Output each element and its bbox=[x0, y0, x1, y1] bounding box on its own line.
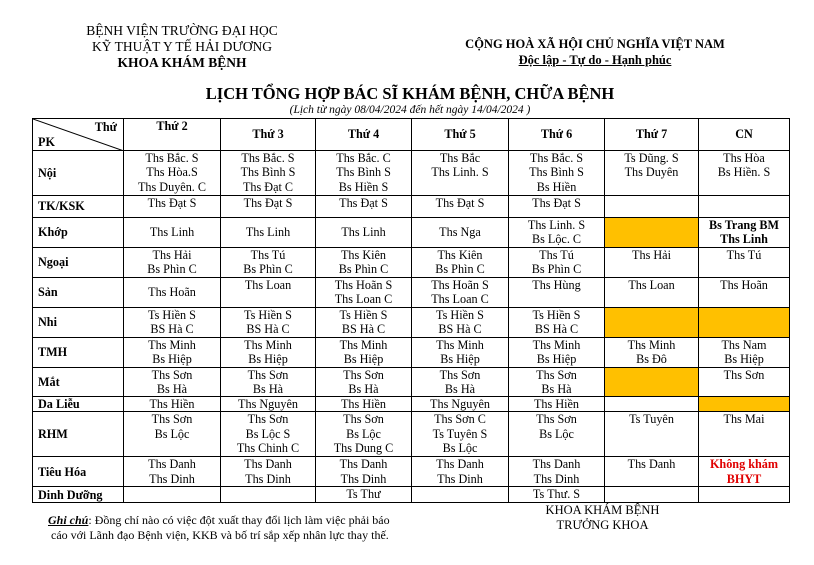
schedule-cell: Ths Linh bbox=[221, 218, 316, 248]
schedule-cell: Ths Sơn Bs Lộc S Ths Chinh C bbox=[221, 412, 316, 457]
schedule-cell: Ths Hiền bbox=[316, 397, 412, 412]
corner-cell bbox=[33, 119, 124, 151]
schedule-cell: Ths Linh. S Bs Lộc. C bbox=[509, 218, 605, 248]
schedule-cell bbox=[605, 307, 699, 337]
clinic-name: Nhi bbox=[33, 307, 124, 337]
clinic-name: Mắt bbox=[33, 367, 124, 397]
schedule-cell bbox=[605, 487, 699, 503]
signature-title: TRƯỞNG KHOA bbox=[556, 518, 649, 532]
schedule-cell: Ths Đạt S bbox=[221, 196, 316, 218]
schedule-cell: Ths Tú Bs Phìn C bbox=[509, 248, 605, 278]
schedule-cell: Ths Hoãn S Ths Loan C bbox=[316, 278, 412, 308]
schedule-cell: Ths Hòa Bs Hiền. S bbox=[699, 151, 790, 196]
schedule-cell: Ths Sơn Bs Hà bbox=[316, 367, 412, 397]
national-motto bbox=[450, 52, 740, 68]
hospital-name-line1: BỆNH VIỆN TRƯỜNG ĐẠI HỌC bbox=[86, 23, 278, 38]
schedule-cell: Ths Sơn Bs Lộc Ths Dung C bbox=[316, 412, 412, 457]
schedule-cell: Ths Danh Ths Dinh bbox=[124, 457, 221, 487]
schedule-cell: Ths Hoãn S Ths Loan C bbox=[412, 278, 509, 308]
schedule-cell: Ths Hải Bs Phìn C bbox=[124, 248, 221, 278]
schedule-cell: Ths Đạt S bbox=[412, 196, 509, 218]
schedule-cell: Ths Tú bbox=[699, 248, 790, 278]
schedule-cell: Ths Sơn Bs Hà bbox=[509, 367, 605, 397]
schedule-cell: Ths Sơn Bs Hà bbox=[412, 367, 509, 397]
note-line1: : Đồng chí nào có việc đột xuất thay đổi lịch làm việc phải báo bbox=[88, 513, 390, 527]
clinic-name: Nội bbox=[33, 151, 124, 196]
schedule-cell: Không khám BHYT bbox=[699, 457, 790, 487]
hospital-header bbox=[62, 23, 302, 71]
schedule-cell bbox=[605, 367, 699, 397]
republic-name: CỘNG HOÀ XÃ HỘI CHỦ NGHĨA VIỆT NAM bbox=[465, 37, 725, 51]
day-header: Thứ 7 bbox=[605, 119, 699, 151]
schedule-cell: Ths Tú Bs Phìn C bbox=[221, 248, 316, 278]
schedule-cell bbox=[699, 307, 790, 337]
schedule-row bbox=[33, 397, 790, 412]
clinic-name: Tiêu Hóa bbox=[33, 457, 124, 487]
footnote bbox=[48, 513, 390, 543]
schedule-cell: Ths Hoãn bbox=[699, 278, 790, 308]
schedule-cell: Ths Đạt S bbox=[316, 196, 412, 218]
schedule-cell: Ths Bắc. S Ths Bình S Bs Hiền bbox=[509, 151, 605, 196]
schedule-cell: Ths Minh Bs Hiệp bbox=[124, 337, 221, 367]
department-name: KHOA KHÁM BỆNH bbox=[117, 55, 247, 70]
schedule-cell bbox=[221, 487, 316, 503]
note-label: Ghi chú bbox=[48, 513, 89, 527]
schedule-cell: Ths Danh Ths Dinh bbox=[509, 457, 605, 487]
clinic-name: Ngoại bbox=[33, 248, 124, 278]
schedule-cell bbox=[412, 487, 509, 503]
schedule-row bbox=[33, 218, 790, 248]
schedule-cell: Ts Hiền S BS Hà C bbox=[221, 307, 316, 337]
schedule-cell: Ts Hiền S BS Hà C bbox=[412, 307, 509, 337]
schedule-row bbox=[33, 487, 790, 503]
schedule-cell bbox=[124, 487, 221, 503]
schedule-cell: Ths Linh bbox=[124, 218, 221, 248]
day-header: Thứ 2 bbox=[124, 119, 221, 151]
schedule-cell: Ths Hiền bbox=[124, 397, 221, 412]
schedule-cell: Ths Sơn Bs Hà bbox=[124, 367, 221, 397]
schedule-cell: Ths Đạt S bbox=[509, 196, 605, 218]
schedule-cell: Ths Sơn Bs Hà bbox=[221, 367, 316, 397]
schedule-cell bbox=[699, 487, 790, 503]
schedule-cell: Ths Sơn C Ts Tuyên S Bs Lộc bbox=[412, 412, 509, 457]
schedule-cell: Ts Tuyên bbox=[605, 412, 699, 457]
schedule-cell bbox=[605, 196, 699, 218]
clinic-name: RHM bbox=[33, 412, 124, 457]
clinic-name: Dinh Dưỡng bbox=[33, 487, 124, 503]
schedule-cell: Ths Sơn Bs Lộc bbox=[509, 412, 605, 457]
clinic-name: Sản bbox=[33, 278, 124, 308]
schedule-cell: Ths Hùng bbox=[509, 278, 605, 308]
signature-dept: KHOA KHÁM BỆNH bbox=[545, 503, 660, 517]
schedule-cell bbox=[605, 397, 699, 412]
schedule-row bbox=[33, 367, 790, 397]
schedule-cell: Ths Nguyên bbox=[221, 397, 316, 412]
corner-clinic-label: PK bbox=[38, 134, 55, 149]
schedule-cell: Ths Minh Bs Hiệp bbox=[412, 337, 509, 367]
motto-part2: Tự do - Hạnh phúc bbox=[569, 53, 672, 67]
schedule-cell: Ths Minh Bs Hiệp bbox=[316, 337, 412, 367]
schedule-cell: Bs Trang BM Ths Linh bbox=[699, 218, 790, 248]
day-header: Thứ 3 bbox=[221, 119, 316, 151]
schedule-cell: Ths Kiên Bs Phìn C bbox=[316, 248, 412, 278]
schedule-cell: Ths Nam Bs Hiệp bbox=[699, 337, 790, 367]
schedule-cell bbox=[699, 196, 790, 218]
schedule-cell: Ths Sơn Bs Lộc bbox=[124, 412, 221, 457]
motto-part1: Độc lập - bbox=[518, 53, 570, 67]
clinic-name: Da Liễu bbox=[33, 397, 124, 412]
schedule-cell: Ths Loan bbox=[605, 278, 699, 308]
schedule-cell: Ths Mai bbox=[699, 412, 790, 457]
schedule-cell bbox=[699, 397, 790, 412]
schedule-cell: Ths Hoãn bbox=[124, 278, 221, 308]
schedule-cell: Ths Hải bbox=[605, 248, 699, 278]
schedule-cell: Ts Thư. S bbox=[509, 487, 605, 503]
schedule-row bbox=[33, 412, 790, 457]
day-header: Thứ 6 bbox=[509, 119, 605, 151]
schedule-cell: Ths Danh Ths Dinh bbox=[316, 457, 412, 487]
schedule-cell: Ths Danh Ths Dinh bbox=[221, 457, 316, 487]
day-header: Thứ 5 bbox=[412, 119, 509, 151]
schedule-cell: Ths Danh Ths Dinh bbox=[412, 457, 509, 487]
schedule-cell: Ths Bắc Ths Linh. S bbox=[412, 151, 509, 196]
header-row bbox=[33, 119, 790, 151]
document-title: LỊCH TỔNG HỢP BÁC SĨ KHÁM BỆNH, CHỮA BỆNH bbox=[205, 84, 615, 103]
schedule-cell: Ths Minh Bs Hiệp bbox=[221, 337, 316, 367]
schedule-cell: Ths Bắc. C Ths Bình S Bs Hiền S bbox=[316, 151, 412, 196]
clinic-name: TMH bbox=[33, 337, 124, 367]
schedule-cell: Ths Nguyên bbox=[412, 397, 509, 412]
schedule-row bbox=[33, 278, 790, 308]
schedule-cell: Ths Minh Bs Hiệp bbox=[509, 337, 605, 367]
schedule-cell: Ths Nga bbox=[412, 218, 509, 248]
schedule-cell: Ths Bắc. S Ths Bình S Ths Đạt C bbox=[221, 151, 316, 196]
schedule-cell: Ts Dũng. S Ths Duyên bbox=[605, 151, 699, 196]
signature-block bbox=[505, 503, 700, 533]
schedule-cell: Ths Danh bbox=[605, 457, 699, 487]
note-line2: cáo với Lãnh đạo Bệnh viện, KKB và bố trí sắp xếp nhân lực thay thế. bbox=[51, 528, 389, 542]
schedule-row bbox=[33, 248, 790, 278]
schedule-cell: Ths Minh Bs Đô bbox=[605, 337, 699, 367]
schedule-cell: Ts Thư bbox=[316, 487, 412, 503]
schedule-row bbox=[33, 196, 790, 218]
day-header: CN bbox=[699, 119, 790, 151]
schedule-row bbox=[33, 307, 790, 337]
clinic-name: Khớp bbox=[33, 218, 124, 248]
schedule-cell: Ths Đạt S bbox=[124, 196, 221, 218]
schedule-cell: Ths Hiền bbox=[509, 397, 605, 412]
schedule-row bbox=[33, 457, 790, 487]
schedule-cell: Ths Bắc. S Ths Hòa.S Ths Duyên. C bbox=[124, 151, 221, 196]
schedule-cell: Ths Loan bbox=[221, 278, 316, 308]
hospital-name-line2: KỸ THUẬT Y TẾ HẢI DƯƠNG bbox=[91, 39, 273, 54]
schedule-cell: Ts Hiền S BS Hà C bbox=[509, 307, 605, 337]
document-subtitle: (Lịch từ ngày 08/04/2024 đến hết ngày 14/04/2024 ) bbox=[289, 104, 531, 116]
schedule-row bbox=[33, 337, 790, 367]
national-header bbox=[450, 36, 740, 68]
schedule-table bbox=[32, 118, 790, 503]
schedule-row bbox=[33, 151, 790, 196]
schedule-cell: Ths Sơn bbox=[699, 367, 790, 397]
schedule-cell: Ts Hiền S BS Hà C bbox=[124, 307, 221, 337]
clinic-name: TK/KSK bbox=[33, 196, 124, 218]
day-header: Thứ 4 bbox=[316, 119, 412, 151]
corner-day-label: Thứ bbox=[94, 120, 117, 134]
schedule-cell: Ths Kiên Bs Phìn C bbox=[412, 248, 509, 278]
schedule-cell: Ts Hiền S BS Hà C bbox=[316, 307, 412, 337]
schedule-cell bbox=[605, 218, 699, 248]
schedule-cell: Ths Linh bbox=[316, 218, 412, 248]
